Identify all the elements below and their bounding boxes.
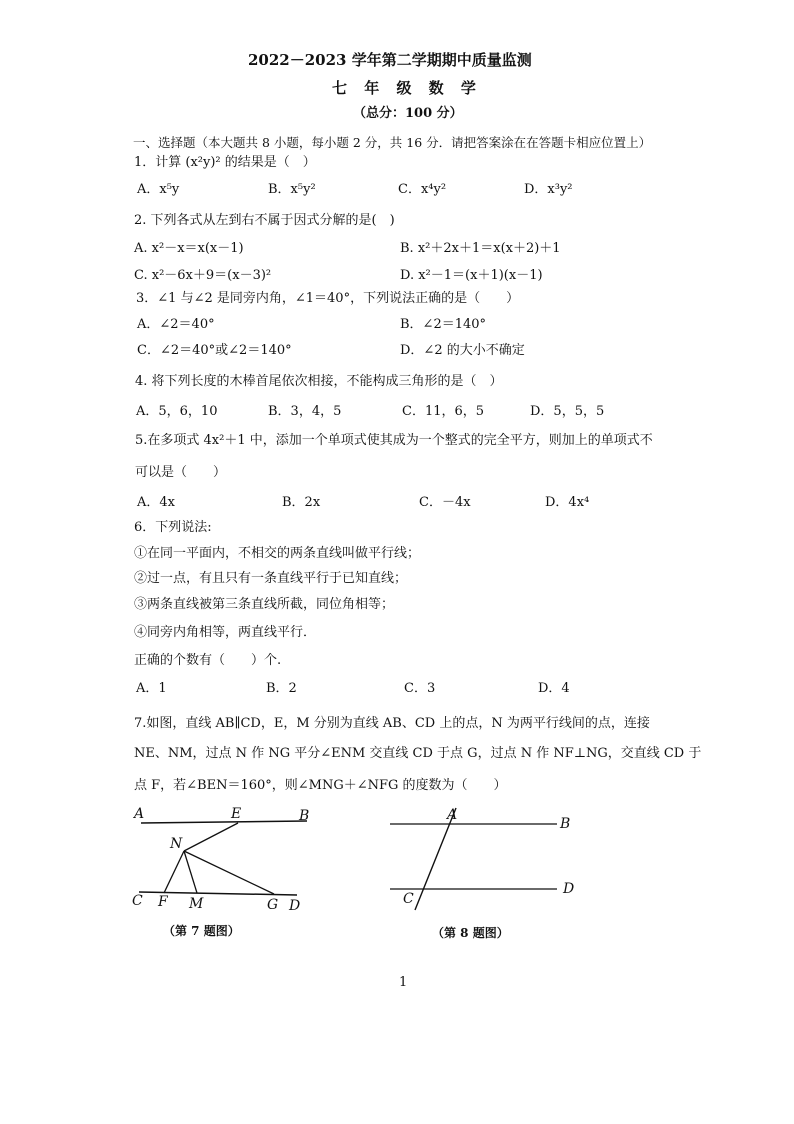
exam-title: 2022－2023 学年第二学期期中质量监测 xyxy=(248,51,532,69)
segment-ng xyxy=(184,851,274,894)
label-c: C xyxy=(403,891,414,907)
q1-option-b: B．x⁵y² xyxy=(268,182,316,197)
figure-7-diagram xyxy=(125,800,325,920)
label-n: N xyxy=(170,836,183,852)
q2-option-c: C. x²－6x＋9＝(x－3)² xyxy=(134,268,272,283)
total-score: （总分：100 分） xyxy=(353,106,463,121)
question-7-line2: NE、NM，过点 N 作 NG 平分∠ENM 交直线 CD 于点 G，过点 N 作 NF⊥NG，交直线 CD 于 xyxy=(134,746,702,761)
question-1-stem: 1．计算 (x²y)² 的结果是（ ） xyxy=(134,155,316,170)
figure-7-caption: （第 7 题图） xyxy=(163,924,240,938)
label-e: E xyxy=(231,806,242,822)
question-7-line3: 点 F，若∠BEN＝160°，则∠MNG＋∠NFG 的度数为（ ） xyxy=(134,778,507,793)
q5-option-a: A．4x xyxy=(137,495,175,510)
q5-option-d: D．4x⁴ xyxy=(545,495,590,510)
segment-nm xyxy=(184,851,197,893)
segment-nf xyxy=(164,851,184,893)
q6-option-c: C．3 xyxy=(404,681,436,696)
q5-option-b: B．2x xyxy=(282,495,321,510)
q6-statement-2: ②过一点，有且只有一条直线平行于已知直线； xyxy=(134,571,408,586)
line-ab xyxy=(141,821,307,823)
q1-option-a: A．x⁵y xyxy=(137,182,180,197)
q6-statement-1: ①在同一平面内，不相交的两条直线叫做平行线； xyxy=(134,546,421,561)
page-number: 1 xyxy=(399,975,408,990)
q3-option-d: D．∠2 的大小不确定 xyxy=(400,343,525,358)
q4-option-a: A．5，6，10 xyxy=(136,404,218,419)
label-d: D xyxy=(563,881,575,897)
q3-option-c: C．∠2＝40°或∠2＝140° xyxy=(137,343,292,358)
transversal-line xyxy=(415,808,456,910)
question-3-stem: 3．∠1 与∠2 是同旁内角，∠1＝40°，下列说法正确的是（ ） xyxy=(136,291,520,306)
label-c: C xyxy=(132,893,143,909)
q3-option-b: B．∠2＝140° xyxy=(400,317,487,332)
figure-8-caption: （第 8 题图） xyxy=(432,926,509,940)
q1-option-c: C．x⁴y² xyxy=(398,182,447,197)
q4-option-c: C．11，6，5 xyxy=(402,404,485,419)
q2-option-d: D. x²－1＝(x＋1)(x－1) xyxy=(400,268,543,283)
q6-statement-4: ④同旁内角相等，两直线平行． xyxy=(134,625,317,640)
q1-option-d: D．x³y² xyxy=(524,182,573,197)
label-b: B xyxy=(299,808,310,824)
label-f: F xyxy=(158,894,168,910)
q6-statement-3: ③两条直线被第三条直线所截，同位角相等； xyxy=(134,597,395,612)
label-a: A xyxy=(134,806,145,822)
exam-subject: 七 年 级 数 学 xyxy=(332,79,482,97)
q2-option-b: B. x²＋2x＋1＝x(x＋2)＋1 xyxy=(400,241,561,256)
label-g: G xyxy=(267,897,279,913)
figure-8-diagram xyxy=(385,800,585,915)
question-2-stem: 2. 下列各式从左到右不属于因式分解的是( ) xyxy=(134,213,395,228)
q6-option-d: D．4 xyxy=(538,681,570,696)
question-5-stem-line2: 可以是（ ） xyxy=(135,465,227,480)
q3-option-a: A．∠2＝40° xyxy=(137,317,215,332)
q4-option-d: D．5，5，5 xyxy=(530,404,605,419)
q6-option-b: B．2 xyxy=(266,681,297,696)
q2-option-a: A. x²－x＝x(x－1) xyxy=(134,241,244,256)
question-4-stem: 4. 将下列长度的木棒首尾依次相接，不能构成三角形的是（ ） xyxy=(135,374,503,389)
q6-question: 正确的个数有（ ）个. xyxy=(134,653,282,668)
q4-option-b: B．3，4，5 xyxy=(268,404,342,419)
question-6-stem: 6．下列说法: xyxy=(134,520,212,535)
question-5-stem-line1: 5.在多项式 4x²＋1 中，添加一个单项式使其成为一个整式的完全平方，则加上的单项式不 xyxy=(135,433,653,448)
label-m: M xyxy=(189,896,204,912)
label-d: D xyxy=(289,898,301,914)
q6-option-a: A．1 xyxy=(136,681,167,696)
question-7-line1: 7.如图，直线 AB∥CD，E，M 分别为直线 AB、CD 上的点，N 为两平行线间的点，连接 xyxy=(134,716,650,731)
label-a: A xyxy=(447,807,458,823)
q5-option-c: C．－4x xyxy=(419,495,471,510)
label-b: B xyxy=(560,816,571,832)
section-heading: 一、选择题（本大题共 8 小题，每小题 2 分，共 16 分．请把答案涂在在答题卡相应位置上） xyxy=(133,135,652,150)
segment-ne xyxy=(184,823,238,851)
